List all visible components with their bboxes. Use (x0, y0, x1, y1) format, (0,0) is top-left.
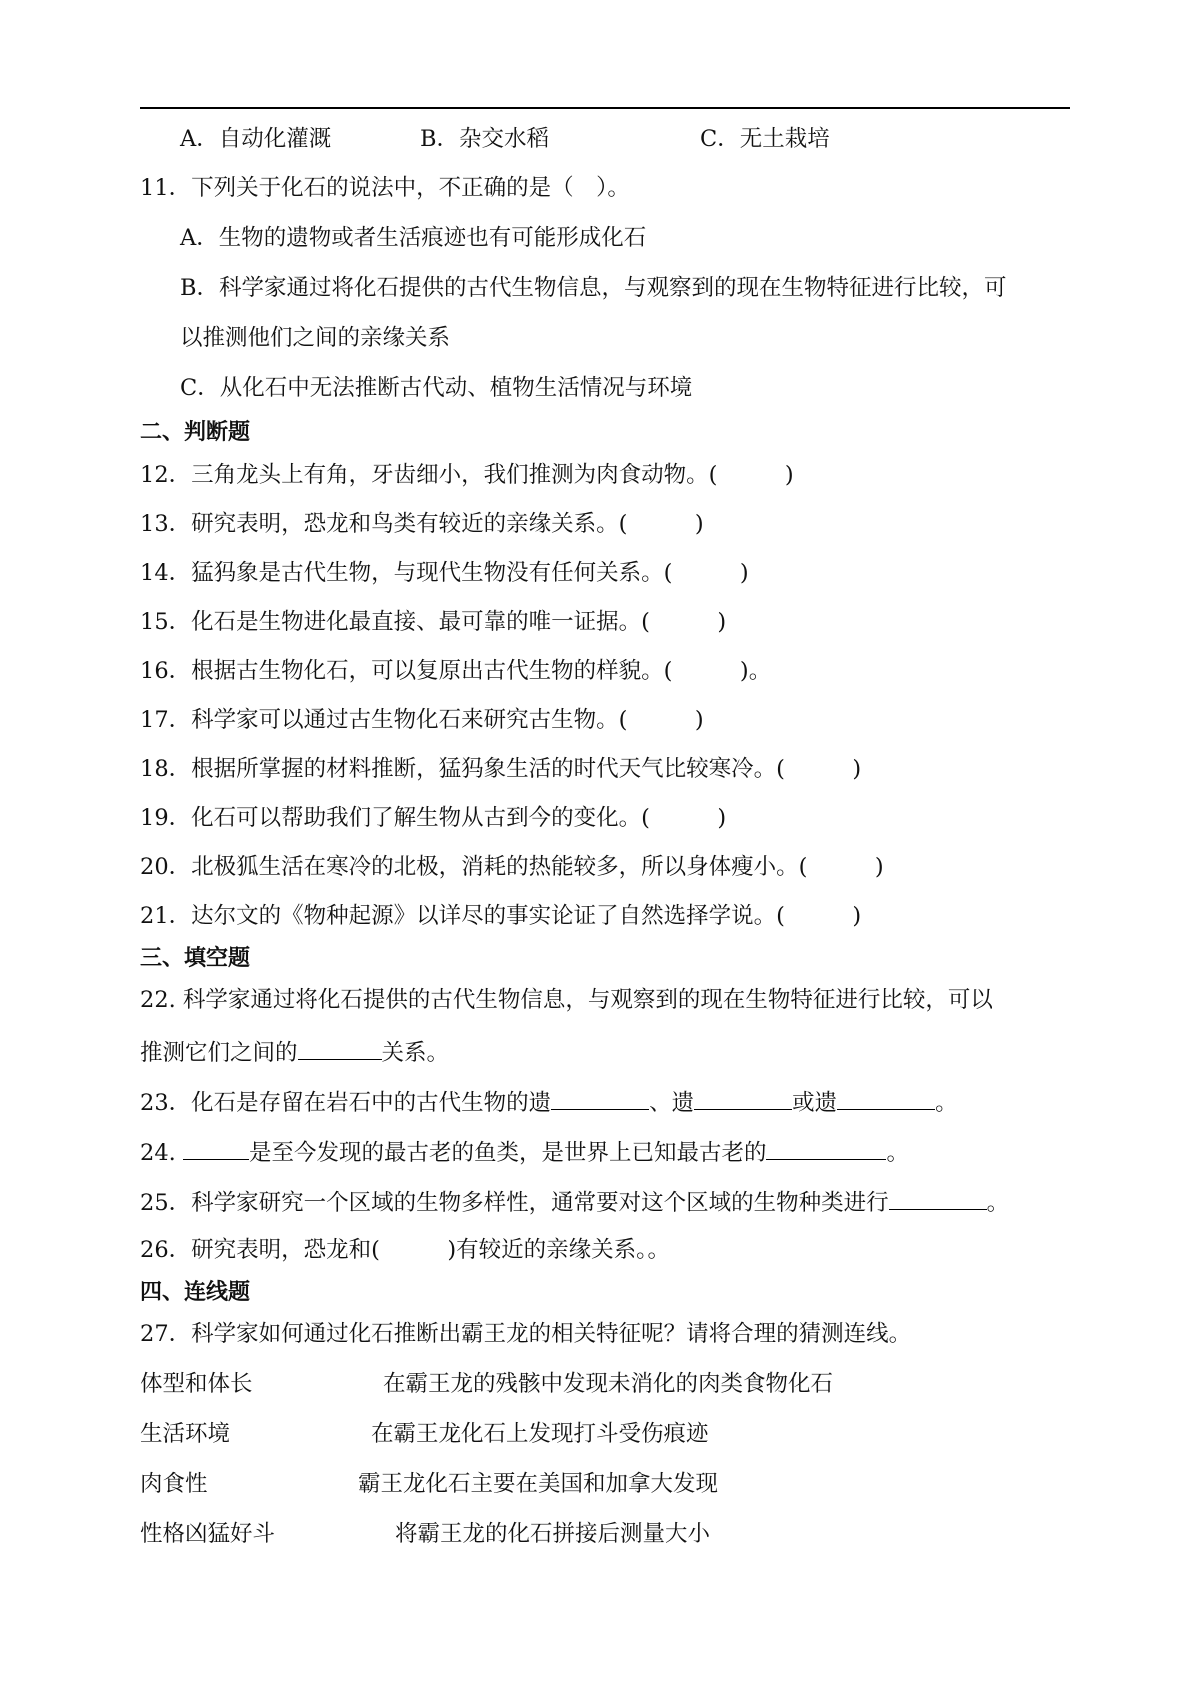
q23-blank-3[interactable] (837, 1085, 935, 1110)
q11-stem: 11．下列关于化石的说法中，不正确的是（ ）。 (140, 175, 630, 201)
q23-blank-2[interactable] (694, 1085, 792, 1110)
q23: 23．化石是存留在岩石中的古代生物的遗 、遗 或遗 。 (140, 1085, 958, 1118)
judge-item: 18．根据所掌握的材料推断，猛犸象生活的时代天气比较寒冷。( ) (140, 756, 862, 782)
judge-item: 21．达尔文的《物种起源》以详尽的事实论证了自然选择学说。( ) (140, 903, 862, 929)
judge-item: 17．科学家可以通过古生物化石来研究古生物。( ) (140, 707, 704, 733)
q24: 24. 是至今发现的最古老的鱼类，是世界上已知最古老的 。 (140, 1135, 909, 1168)
q22-line2: 推测它们之间的 关系。 (140, 1035, 449, 1068)
header-rule (140, 107, 1070, 109)
q11-option-b-line1: B．科学家通过将化石提供的古代生物信息，与观察到的现在生物特征进行比较，可 (180, 275, 1007, 301)
q11-option-c: C．从化石中无法推断古代动、植物生活情况与环境 (180, 375, 693, 401)
match-right-item[interactable]: 将霸王龙的化石拼接后测量大小 (395, 1521, 711, 1547)
judge-item: 12．三角龙头上有角，牙齿细小，我们推测为肉食动物。( ) (140, 462, 794, 488)
judge-item: 15．化石是生物进化最直接、最可靠的唯一证据。( ) (140, 609, 727, 635)
q27-stem: 27．科学家如何通过化石推断出霸王龙的相关特征呢？请将合理的猜测连线。 (140, 1321, 912, 1347)
match-right-item[interactable]: 霸王龙化石主要在美国和加拿大发现 (358, 1471, 719, 1497)
q24-blank-2[interactable] (766, 1135, 886, 1160)
q23-blank-1[interactable] (551, 1085, 649, 1110)
match-left-item[interactable]: 生活环境 (140, 1421, 231, 1447)
q10-option-a: A．自动化灌溉 (180, 126, 332, 152)
q11-option-a: A．生物的遗物或者生活痕迹也有可能形成化石 (180, 225, 647, 251)
q10-option-c: C．无土栽培 (700, 126, 830, 152)
match-right-item[interactable]: 在霸王龙化石上发现打斗受伤痕迹 (371, 1421, 709, 1447)
judge-item: 13．研究表明，恐龙和鸟类有较近的亲缘关系。( ) (140, 511, 704, 537)
match-right-item[interactable]: 在霸王龙的残骸中发现未消化的肉类食物化石 (383, 1371, 834, 1397)
section-fill-heading: 三、填空题 (140, 945, 251, 971)
q10-option-b: B．杂交水稻 (420, 126, 550, 152)
judge-item: 20．北极狐生活在寒冷的北极，消耗的热能较多，所以身体瘦小。( ) (140, 854, 884, 880)
judge-item: 14．猛犸象是古代生物，与现代生物没有任何关系。( ) (140, 560, 749, 586)
q25: 25．科学家研究一个区域的生物多样性，通常要对这个区域的生物种类进行 。 (140, 1185, 1009, 1218)
section-match-heading: 四、连线题 (140, 1279, 251, 1305)
q22-blank[interactable] (298, 1035, 382, 1060)
match-left-item[interactable]: 肉食性 (140, 1471, 208, 1497)
judge-item: 19．化石可以帮助我们了解生物从古到今的变化。( ) (140, 805, 727, 831)
q24-blank-1[interactable] (183, 1135, 249, 1160)
section-judge-heading: 二、判断题 (140, 419, 251, 445)
q11-option-b-line2: 以推测他们之间的亲缘关系 (180, 325, 451, 351)
q26: 26．研究表明，恐龙和( )有较近的亲缘关系。。 (140, 1237, 670, 1263)
q25-blank[interactable] (889, 1185, 987, 1210)
match-left-item[interactable]: 体型和体长 (140, 1371, 253, 1397)
judge-item: 16．根据古生物化石，可以复原出古代生物的样貌。( )。 (140, 658, 772, 684)
q22-line1: 22. 科学家通过将化石提供的古代生物信息，与观察到的现在生物特征进行比较，可以 (140, 987, 993, 1013)
match-left-item[interactable]: 性格凶猛好斗 (140, 1521, 276, 1547)
